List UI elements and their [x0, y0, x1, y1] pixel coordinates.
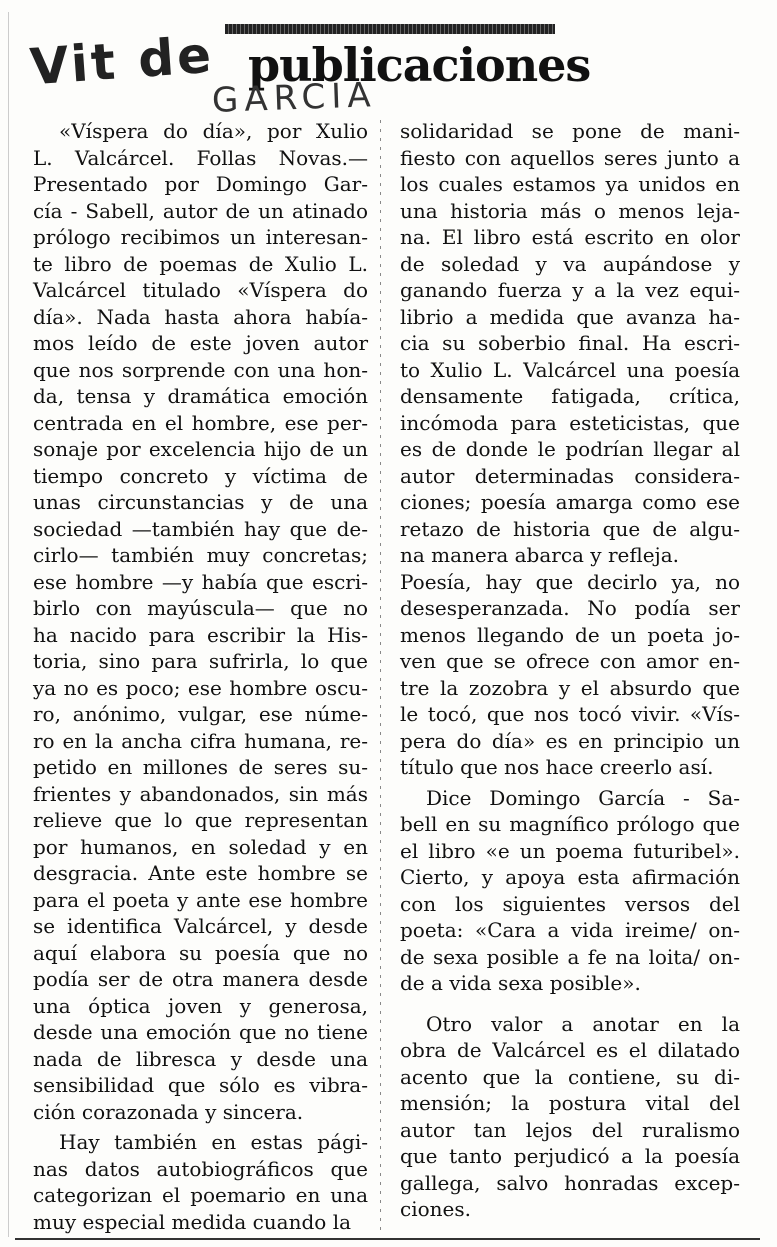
right-column-line: los cuales estamos ya unidos en — [400, 172, 740, 196]
right-column-line: autor tan lejos del ruralismo — [400, 1117, 740, 1142]
left-column-line: relieve que lo que representan — [33, 808, 368, 832]
header-rule — [225, 24, 555, 34]
left-column-line: Valcárcel titulado «Víspera do — [33, 278, 368, 302]
bottom-rule — [15, 1238, 760, 1240]
column-divider — [380, 120, 381, 1230]
right-column-line: una historia más o menos leja- — [400, 198, 740, 223]
left-column-line: que nos sorprende con una hon- — [33, 357, 368, 382]
left-column-line: ha nacido para escribir la His- — [33, 622, 368, 647]
left-column-line: Presentado por Domingo Gar- — [33, 172, 368, 196]
section-title: publicaciones — [248, 38, 591, 92]
left-column-line: aquí elabora su poesía que no — [33, 940, 368, 965]
left-column-line: podía ser de otra manera desde — [33, 967, 368, 991]
left-column-line: muy especial medida cuando la — [33, 1209, 352, 1234]
left-column-line: sensibilidad que sólo es vibra- — [33, 1073, 368, 1097]
right-column-line: densamente fatigada, crítica, — [400, 384, 740, 408]
left-column-line: da, tensa y dramática emoción — [33, 384, 368, 408]
left-column-line: tiempo concreto y víctima de — [33, 463, 368, 488]
left-column-line: nas datos autobiográficos que — [33, 1156, 368, 1181]
left-column-line: toria, sino para sufrirla, lo que — [33, 649, 368, 673]
right-column-line: mensión; la postura vital del — [400, 1091, 740, 1115]
right-column-line: le tocó, que nos tocó vivir. «Vís- — [400, 702, 740, 726]
right-column-line: de a vida sexa posible». — [400, 971, 641, 995]
right-column-line: na. El libro está escrito en olor — [400, 225, 740, 249]
right-column-line: gallega, salvo honradas excep- — [400, 1170, 740, 1195]
left-column-line: desde una emoción que no tiene — [33, 1020, 368, 1044]
left-column-line: ese hombre —y había que escri- — [33, 569, 368, 594]
left-column-line: desgracia. Ante este hombre se — [33, 861, 368, 885]
right-column-line: fiesto con aquellos seres junto a — [400, 145, 740, 170]
right-column-line: Dice Domingo García - Sa- — [426, 785, 740, 810]
right-column-line: el libro «e un poema futuribel». — [400, 838, 740, 863]
right-column-line: librio a medida que avanza ha- — [400, 304, 740, 329]
left-column-line: nada de libresca y desde una — [33, 1046, 368, 1071]
right-column-line: Otro valor a anotar en la — [426, 1011, 740, 1036]
left-column-line: categorizan el poemario en una — [33, 1183, 368, 1207]
right-column-line: acento que la contiene, su di- — [400, 1064, 740, 1089]
right-column-line: Poesía, hay que decirlo ya, no — [400, 569, 740, 594]
left-column-line: frientes y abandonados, sin más — [33, 781, 368, 806]
left-column-line: día». Nada hasta ahora había- — [33, 304, 368, 329]
left-column-line: prólogo recibimos un interesan- — [33, 225, 368, 249]
right-column-line: bell en su magnífico prólogo que — [400, 812, 740, 836]
right-column-line: cia su soberbio final. Ha escri- — [400, 331, 740, 355]
right-column-line: de soledad y va aupándose y — [400, 251, 740, 276]
left-column-line: ción corazonada y sincera. — [33, 1099, 304, 1124]
left-column-line: ro, anónimo, vulgar, ese núme- — [33, 702, 368, 726]
left-column-line: Hay también en estas pági- — [59, 1130, 368, 1154]
left-column-line: mos leído de este joven autor — [33, 331, 368, 355]
right-column-line: na manera abarca y refleja. — [400, 543, 680, 567]
left-column-line: sociedad —también hay que de- — [33, 516, 368, 541]
right-column-line: desesperanzada. No podía ser — [400, 596, 740, 620]
right-column-line: autor determinadas considera- — [400, 463, 740, 488]
left-column-line: te libro de poemas de Xulio L. — [33, 251, 368, 276]
left-column-line: por humanos, en soledad y en — [33, 834, 368, 859]
left-column-line: cirlo— también muy concretas; — [33, 543, 368, 567]
left-column-line: ya no es poco; ese hombre oscu- — [33, 675, 368, 700]
right-column-line: obra de Valcárcel es el dilatado — [400, 1038, 740, 1062]
left-column-line: L. Valcárcel. Follas Novas.— — [33, 145, 368, 170]
left-column-line: se identifica Valcárcel, y desde — [33, 914, 368, 938]
right-column-line: título que nos hace creerlo así. — [400, 755, 714, 779]
right-column-line: incómoda para esteticistas, que — [400, 410, 740, 435]
right-column-line: ven que se ofrece con amor en- — [400, 649, 740, 673]
right-column-line: es de donde le podrían llegar al — [400, 437, 740, 461]
right-column-line: ganando fuerza y a la vez equi- — [400, 278, 740, 302]
left-column-line: petido en millones de seres su- — [33, 755, 368, 779]
right-column-line: pera do día» es en principio un — [400, 728, 740, 753]
left-column-line: ro en la ancha cifra humana, re- — [33, 728, 368, 753]
right-column-line: to Xulio L. Valcárcel una poesía — [400, 357, 740, 382]
right-column-line: retazo de historia que de algu- — [400, 516, 740, 541]
handwritten-name: GARCIA — [211, 75, 378, 121]
handwritten-note: Vit de — [28, 25, 216, 97]
left-column-line: centrada en el hombre, ese per- — [33, 410, 368, 435]
left-column-line: cía - Sabell, autor de un atinado — [33, 198, 368, 223]
left-column-line: «Víspera do día», por Xulio — [59, 119, 368, 143]
left-column-line: para el poeta y ante ese hombre — [33, 887, 368, 912]
right-column-line: ciones. — [400, 1197, 471, 1221]
right-column-line: que tanto perjudicó a la poesía — [400, 1144, 740, 1168]
right-column-line: tre la zozobra y el absurdo que — [400, 675, 740, 700]
right-column-line: solidaridad se pone de mani- — [400, 119, 740, 143]
left-column-line: una óptica joven y generosa, — [33, 993, 368, 1018]
left-column-line: sonaje por excelencia hijo de un — [33, 437, 368, 461]
right-column-line: Cierto, y apoya esta afirmación — [400, 865, 740, 889]
right-column-line: menos llegando de un poeta jo- — [400, 622, 740, 647]
right-column-line: poeta: «Cara a vida ireime/ on- — [400, 918, 740, 942]
left-column-line: unas circunstancias y de una — [33, 490, 368, 514]
right-column-line: con los siguientes versos del — [400, 891, 740, 916]
page-edge — [8, 12, 9, 1237]
right-column-line: ciones; poesía amarga como ese — [400, 490, 740, 514]
left-column-line: birlo con mayúscula— que no — [33, 596, 368, 620]
right-column-line: de sexa posible a fe na loita/ on- — [400, 944, 740, 969]
